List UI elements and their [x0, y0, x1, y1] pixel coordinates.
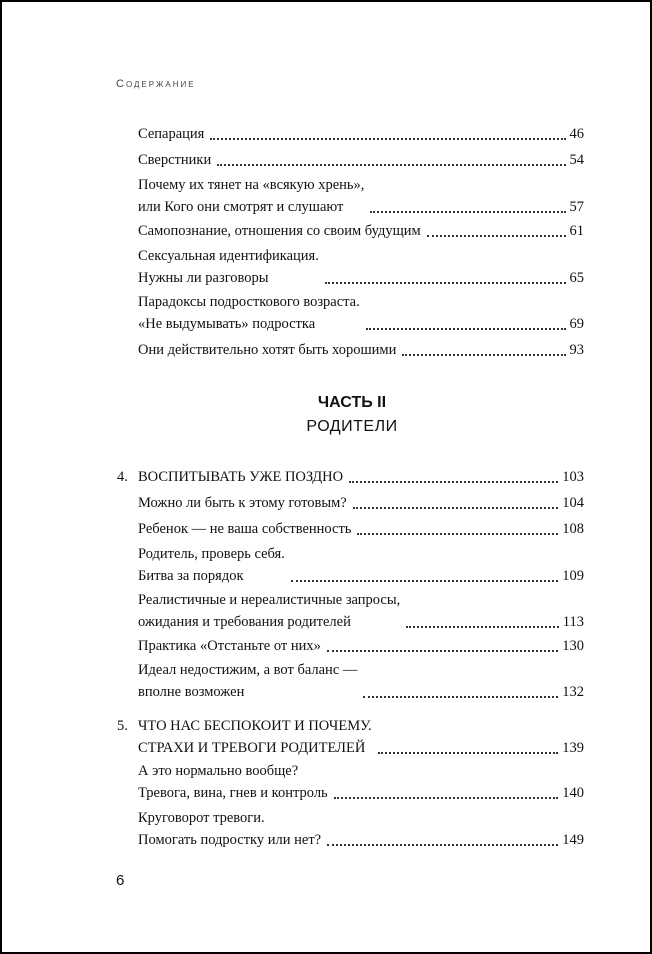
part-title: ЧАСТЬ II: [317, 394, 387, 411]
toc-entry-title: Парадоксы подросткового возраста. «Не выдумывать» подростка: [138, 294, 360, 332]
toc-entry-title: Практика «Отстаньте от них»: [138, 638, 321, 654]
leader-dots: [363, 696, 558, 698]
toc-chapter[interactable]: [117, 466, 584, 488]
toc-page-number: 103: [562, 469, 584, 485]
toc-entry[interactable]: [138, 807, 584, 851]
toc-chapter-title: ЧТО НАС БЕСПОКОИТ И ПОЧЕМУ. СТРАХИ И ТРЕВОГИ РОДИТЕЛЕЙ: [138, 718, 372, 756]
toc-page-number: 104: [562, 495, 584, 511]
toc-entry[interactable]: [138, 659, 584, 703]
leader-dots: [291, 580, 558, 582]
page-number: 6: [116, 872, 125, 889]
toc-entry[interactable]: [138, 760, 584, 804]
toc-chapter[interactable]: [117, 715, 584, 759]
toc-entry[interactable]: [138, 589, 584, 633]
toc-page-number: 57: [569, 199, 584, 215]
toc-entry[interactable]: [138, 518, 584, 540]
chapter-number: 4.: [117, 469, 128, 485]
toc-entry-title: Родитель, проверь себя. Битва за порядок: [138, 546, 285, 584]
toc-entry[interactable]: [138, 149, 584, 171]
toc-entry-title: Они действительно хотят быть хорошими: [138, 342, 397, 358]
toc-entry-title: Сверстники: [138, 152, 212, 168]
toc-entry[interactable]: [138, 123, 584, 145]
leader-dots: [406, 626, 559, 628]
leader-dots: [357, 533, 558, 535]
toc-entry-title: Ребенок — не ваша собственность: [138, 521, 352, 537]
toc-page-number: 109: [562, 568, 584, 584]
toc-entry-title: А это нормально вообще? Тревога, вина, гнев и контроль: [138, 763, 328, 801]
toc-entry[interactable]: [138, 492, 584, 514]
leader-dots: [402, 354, 565, 356]
leader-dots: [378, 752, 559, 754]
leader-dots: [349, 481, 558, 483]
toc-entry-title: Реалистичные и нереалистичные запросы, ожидания и требования родителей: [138, 592, 401, 630]
toc-page-number: 140: [562, 785, 584, 801]
toc-entry[interactable]: [138, 543, 584, 587]
toc-entry[interactable]: [138, 291, 584, 335]
part-subtitle: РОДИТЕЛИ: [306, 418, 398, 435]
toc-page-number: 69: [569, 316, 584, 332]
toc-entry[interactable]: [138, 220, 584, 242]
toc-entry[interactable]: [138, 174, 584, 218]
toc-entry-title: Сепарация: [138, 126, 205, 142]
chapter-number: 5.: [117, 718, 128, 734]
toc-page-number: 61: [569, 223, 584, 239]
leader-dots: [353, 507, 559, 509]
leader-dots: [325, 282, 566, 284]
leader-dots: [334, 797, 559, 799]
toc-entry-title: Круговорот тревоги. Помогать подростку или нет?: [138, 810, 322, 848]
leader-dots: [327, 844, 558, 846]
leader-dots: [217, 164, 565, 166]
toc-page-number: 46: [569, 126, 584, 142]
toc-page-number: 139: [562, 740, 584, 756]
toc-entry[interactable]: [138, 339, 584, 361]
toc-page-number: 108: [562, 521, 584, 537]
leader-dots: [327, 650, 558, 652]
toc-entry[interactable]: [138, 635, 584, 657]
toc-page-number: 130: [562, 638, 584, 654]
toc-entry[interactable]: [138, 245, 584, 289]
leader-dots: [427, 235, 566, 237]
toc-page-number: 113: [562, 614, 584, 630]
running-head: Содержание: [116, 78, 196, 90]
toc-page-number: 93: [569, 342, 584, 358]
toc-page-number: 132: [562, 684, 584, 700]
toc-entry-title: Сексуальная идентификация. Нужны ли разговоры: [138, 248, 319, 286]
toc-chapter-title: ВОСПИТЫВАТЬ УЖЕ ПОЗДНО: [138, 469, 344, 485]
toc-entry-title: Самопознание, отношения со своим будущим: [138, 223, 421, 239]
toc-page-number: 149: [562, 832, 584, 848]
leader-dots: [366, 328, 566, 330]
leader-dots: [210, 138, 565, 140]
leader-dots: [370, 211, 565, 213]
toc-entry-title: Можно ли быть к этому готовым?: [138, 495, 347, 511]
toc-page-number: 65: [569, 270, 584, 286]
toc-entry-title: Почему их тянет на «всякую хрень», или Кого они смотрят и слушают: [138, 177, 365, 215]
toc-entry-title: Идеал недостижим, а вот баланс — вполне возможен: [138, 662, 358, 700]
toc-page-number: 54: [569, 152, 584, 168]
